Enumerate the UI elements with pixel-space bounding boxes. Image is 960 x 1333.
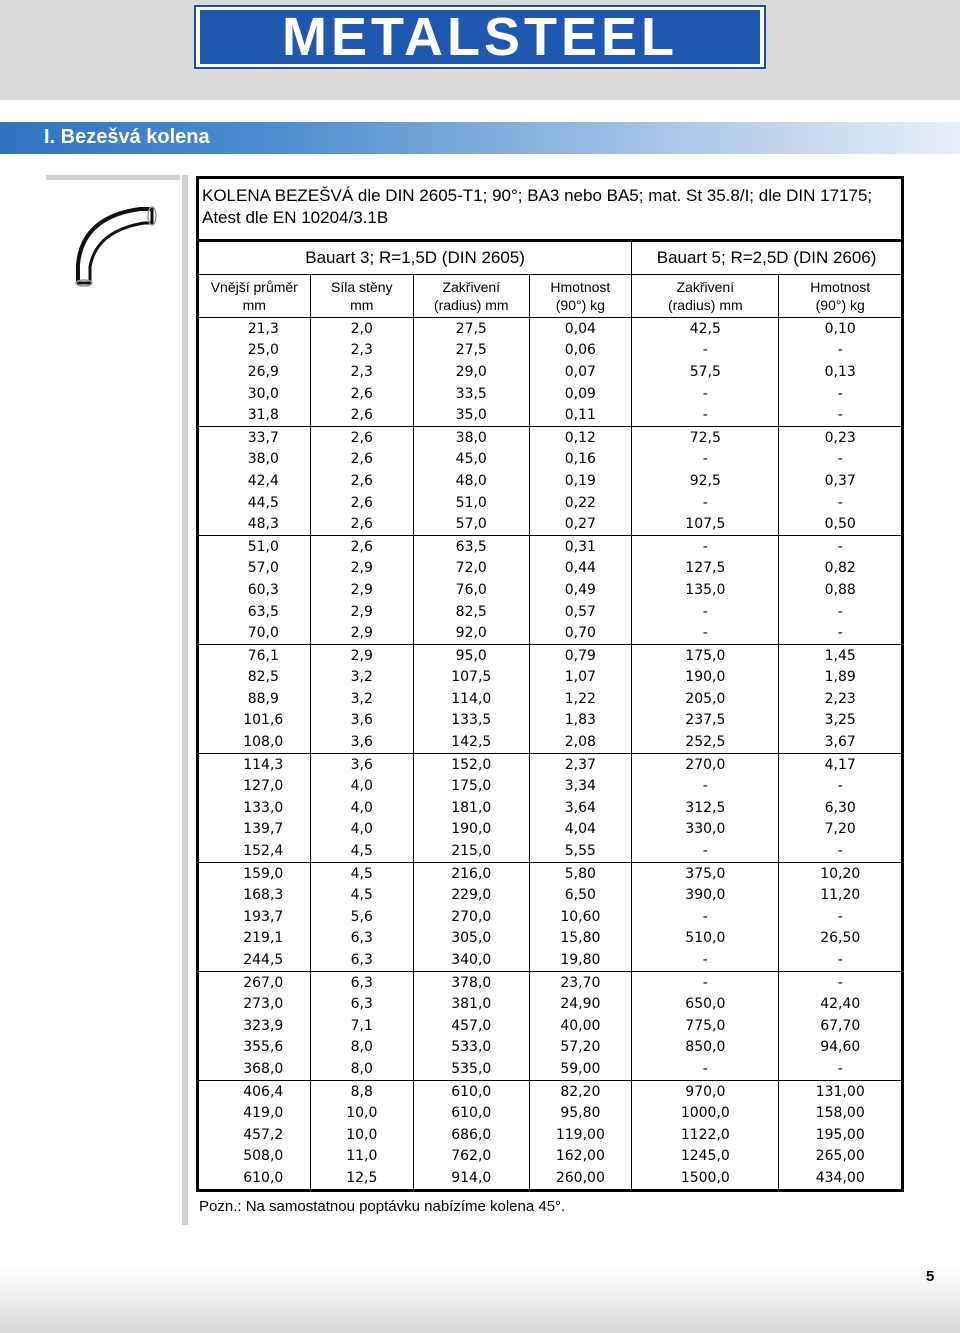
table-cell: 3,2	[310, 667, 413, 689]
table-row	[198, 470, 903, 492]
table-row	[198, 513, 903, 535]
table-row	[198, 1015, 903, 1037]
table-cell: 24,90	[529, 993, 632, 1015]
table-cell: -	[632, 404, 779, 426]
table-cell: -	[779, 622, 903, 644]
table-cell: 1500,0	[632, 1167, 779, 1190]
table-row	[198, 622, 903, 644]
table-cell: -	[632, 340, 779, 362]
table-cell: 94,60	[779, 1037, 903, 1059]
table-row	[198, 1102, 903, 1124]
table-cell: 4,0	[310, 819, 413, 841]
table-cell: 10,60	[529, 906, 632, 928]
table-cell: 48,3	[198, 513, 311, 535]
table-cell: 2,08	[529, 731, 632, 753]
table-cell: 216,0	[414, 862, 530, 884]
table-row	[198, 971, 903, 993]
table-row	[198, 840, 903, 862]
table-cell: 26,50	[779, 928, 903, 950]
table-cell: 2,6	[310, 426, 413, 448]
table-row	[198, 928, 903, 950]
table-cell: 88,9	[247, 690, 279, 707]
table-cell: 162,00	[529, 1146, 632, 1168]
table-row	[198, 644, 903, 666]
table-cell: 27,5	[414, 340, 530, 362]
table-cell: -	[632, 971, 779, 993]
table-cell: -	[632, 1058, 779, 1080]
table-cell: 26,9	[247, 363, 279, 380]
table-cell: 57,20	[529, 1037, 632, 1059]
decorative-line-top	[46, 175, 180, 180]
table-cell: 305,0	[414, 928, 530, 950]
table-cell: 48,0	[414, 470, 530, 492]
table-cell: -	[632, 775, 779, 797]
table-cell: 133,5	[414, 710, 530, 732]
table-cell: 2,6	[310, 404, 413, 426]
table-cell: 330,0	[632, 819, 779, 841]
table-cell: 762,0	[414, 1146, 530, 1168]
table-cell: 82,5	[414, 601, 530, 623]
table-cell: 33,5	[414, 383, 530, 405]
table-cell: 1245,0	[632, 1146, 779, 1168]
table-cell: 107,5	[632, 513, 779, 535]
table-cell: 970,0	[632, 1080, 779, 1102]
table-row	[198, 862, 903, 884]
table-cell: 8,0	[310, 1058, 413, 1080]
table-row	[198, 1058, 903, 1080]
table-row	[198, 404, 903, 426]
table-cell: 175,0	[414, 775, 530, 797]
col-header-radius-b3: Zakřivení (radius) mm	[414, 275, 530, 318]
table-cell: -	[779, 404, 903, 426]
table-cell: -	[632, 949, 779, 971]
table-row	[198, 819, 903, 841]
table-cell: 1,83	[529, 710, 632, 732]
table-cell: 60,3	[247, 581, 279, 598]
table-row	[198, 993, 903, 1015]
table-cell: 31,8	[198, 404, 311, 426]
table-cell: 45,0	[414, 449, 530, 471]
table-cell: 35,0	[414, 404, 530, 426]
table-cell: -	[632, 601, 779, 623]
table-row	[198, 426, 903, 448]
table-cell: 355,6	[243, 1039, 284, 1056]
table-cell: 2,6	[310, 535, 413, 557]
table-cell: 4,0	[310, 775, 413, 797]
table-cell: 25,0	[247, 342, 279, 359]
table-cell: 159,0	[243, 865, 284, 882]
table-cell: 142,5	[414, 731, 530, 753]
footer-band	[0, 1266, 960, 1333]
table-cell: 1,22	[529, 688, 632, 710]
table-cell: 57,5	[632, 361, 779, 383]
table-cell: 252,5	[632, 731, 779, 753]
table-cell: 378,0	[414, 971, 530, 993]
table-cell: 381,0	[414, 993, 530, 1015]
table-cell: 368,0	[198, 1058, 311, 1080]
table-cell: 3,2	[310, 688, 413, 710]
table-cell: 30,0	[247, 385, 279, 402]
decorative-line-side	[182, 175, 188, 1225]
table-cell: 152,0	[414, 753, 530, 775]
table-cell: 2,0	[310, 318, 413, 340]
table-cell: -	[632, 622, 779, 644]
table-cell: 114,3	[243, 756, 284, 773]
table-cell: 6,3	[310, 949, 413, 971]
table-cell: 2,6	[310, 492, 413, 514]
table-cell: 40,00	[529, 1015, 632, 1037]
table-cell: 406,4	[243, 1083, 284, 1100]
table-cell: 3,64	[529, 797, 632, 819]
table-cell: 7,20	[779, 819, 903, 841]
table-cell: 8,0	[310, 1037, 413, 1059]
table-cell: 508,0	[243, 1148, 284, 1165]
table-cell: 0,11	[529, 404, 632, 426]
table-cell: 260,00	[529, 1167, 632, 1190]
table-cell: 4,04	[529, 819, 632, 841]
table-cell: 0,31	[529, 535, 632, 557]
table-cell: 1000,0	[632, 1102, 779, 1124]
table-cell: 2,9	[310, 601, 413, 623]
table-cell: 610,0	[414, 1080, 530, 1102]
table-cell: 0,50	[779, 513, 903, 535]
table-row	[198, 710, 903, 732]
table-cell: 265,00	[779, 1146, 903, 1168]
table-cell: 44,5	[247, 494, 279, 511]
table-cell: 270,0	[632, 753, 779, 775]
table-cell: 6,50	[529, 884, 632, 906]
table-cell: -	[779, 949, 903, 971]
table-cell: 10,0	[310, 1102, 413, 1124]
table-cell: 139,7	[243, 821, 284, 838]
table-row	[198, 492, 903, 514]
table-row	[198, 731, 903, 753]
table-cell: 12,5	[310, 1167, 413, 1190]
table-cell: 0,12	[529, 426, 632, 448]
table-cell: 1,45	[779, 644, 903, 666]
table-cell: 11,20	[779, 884, 903, 906]
table-cell: 0,27	[529, 513, 632, 535]
table-row	[198, 535, 903, 557]
table-cell: 29,0	[414, 361, 530, 383]
footnote: Pozn.: Na samostatnou poptávku nabízíme kolena 45°.	[199, 1198, 566, 1215]
table-cell: 190,0	[632, 667, 779, 689]
table-cell: 38,0	[247, 451, 279, 468]
table-cell: 193,7	[243, 908, 284, 925]
table-cell: 244,5	[198, 949, 311, 971]
table-cell: 0,37	[779, 470, 903, 492]
table-cell: 57,0	[414, 513, 530, 535]
table-cell: 63,5	[247, 603, 279, 620]
table-cell: -	[779, 906, 903, 928]
table-cell: 270,0	[414, 906, 530, 928]
table-cell: -	[779, 383, 903, 405]
table-cell: 610,0	[243, 1169, 284, 1186]
col-header-weight-b5: Hmotnost (90°) kg	[779, 275, 903, 318]
table-cell: 850,0	[632, 1037, 779, 1059]
table-cell: -	[779, 601, 903, 623]
table-row	[198, 449, 903, 471]
table-cell: 42,5	[632, 318, 779, 340]
table-cell: 7,1	[310, 1015, 413, 1037]
table-cell: -	[779, 449, 903, 471]
table-cell: 92,0	[414, 622, 530, 644]
table-cell: 108,0	[198, 731, 311, 753]
table-cell: 67,70	[779, 1015, 903, 1037]
table-row	[198, 775, 903, 797]
table-cell: 390,0	[632, 884, 779, 906]
table-row	[198, 667, 903, 689]
table-cell: 5,80	[529, 862, 632, 884]
col-header-radius-b5: Zakřivení (radius) mm	[632, 275, 779, 318]
table-cell: 2,9	[310, 558, 413, 580]
table-cell: 10,0	[310, 1124, 413, 1146]
table-cell: 6,30	[779, 797, 903, 819]
table-row	[198, 601, 903, 623]
table-cell: -	[632, 383, 779, 405]
table-cell: -	[779, 492, 903, 514]
table-cell: 0,57	[529, 601, 632, 623]
table-cell: 3,25	[779, 710, 903, 732]
table-cell: 11,0	[310, 1146, 413, 1168]
table-cell: 2,6	[310, 449, 413, 471]
table-cell: 3,6	[310, 753, 413, 775]
table-cell: 3,6	[310, 731, 413, 753]
table-cell: 237,5	[632, 710, 779, 732]
table-cell: 0,82	[779, 558, 903, 580]
table-row	[198, 579, 903, 601]
table-cell: 42,4	[247, 472, 279, 489]
group-header-bauart5: Bauart 5; R=2,5D (DIN 2606)	[632, 241, 903, 275]
table-row	[198, 1124, 903, 1146]
table-cell: 95,0	[414, 644, 530, 666]
table-cell: 127,0	[243, 778, 284, 795]
logo-text: METALSTEEL	[200, 10, 760, 64]
table-cell: -	[779, 535, 903, 557]
table-cell: 158,00	[779, 1102, 903, 1124]
table-cell: 215,0	[414, 840, 530, 862]
table-cell: 0,22	[529, 492, 632, 514]
table-cell: 82,20	[529, 1080, 632, 1102]
table-cell: 168,3	[243, 887, 284, 904]
table-cell: 3,34	[529, 775, 632, 797]
table-cell: 0,44	[529, 558, 632, 580]
table-cell: 5,55	[529, 840, 632, 862]
table-cell: 175,0	[632, 644, 779, 666]
table-cell: 6,3	[310, 971, 413, 993]
table-cell: 219,1	[243, 930, 284, 947]
table-cell: 340,0	[414, 949, 530, 971]
table-cell: 0,13	[779, 361, 903, 383]
table-cell: 375,0	[632, 862, 779, 884]
page-number: 5	[926, 1268, 935, 1285]
table-cell: 1,89	[779, 667, 903, 689]
table-cell: 21,3	[247, 320, 279, 337]
table-cell: -	[779, 775, 903, 797]
section-title: I. Bezešvá kolena	[44, 126, 210, 148]
table-cell: -	[779, 1058, 903, 1080]
table-cell: 101,6	[243, 712, 284, 729]
table-row	[198, 884, 903, 906]
table-cell: -	[632, 840, 779, 862]
table-cell: 63,5	[414, 535, 530, 557]
table-cell: 76,0	[414, 579, 530, 601]
table-cell: 42,40	[779, 993, 903, 1015]
table-cell: 650,0	[632, 993, 779, 1015]
table-cell: 610,0	[414, 1102, 530, 1124]
table-cell: 273,0	[243, 996, 284, 1013]
col-header-outer-diameter: Vnější průměr mm	[198, 275, 311, 318]
table-cell: 0,88	[779, 579, 903, 601]
table-row	[198, 1146, 903, 1168]
table-cell: 0,10	[779, 318, 903, 340]
table-cell: 2,3	[310, 361, 413, 383]
table-cell: 119,00	[529, 1124, 632, 1146]
table-cell: 686,0	[414, 1124, 530, 1146]
table-cell: 533,0	[414, 1037, 530, 1059]
table-cell: 2,6	[310, 383, 413, 405]
table-row	[198, 753, 903, 775]
table-row	[198, 1167, 903, 1190]
table-cell: 19,80	[529, 949, 632, 971]
group-header-bauart3: Bauart 3; R=1,5D (DIN 2605)	[198, 241, 632, 275]
table-row	[198, 361, 903, 383]
table-cell: -	[632, 535, 779, 557]
table-cell: -	[632, 449, 779, 471]
table-cell: 0,49	[529, 579, 632, 601]
table-cell: 0,16	[529, 449, 632, 471]
table-cell: 0,07	[529, 361, 632, 383]
metalsteel-logo	[194, 5, 766, 69]
table-row	[198, 1080, 903, 1102]
table-cell: 775,0	[632, 1015, 779, 1037]
table-row	[198, 949, 903, 971]
table-cell: 38,0	[414, 426, 530, 448]
table-cell: 133,0	[243, 799, 284, 816]
table-cell: 434,00	[779, 1167, 903, 1190]
table-cell: 312,5	[632, 797, 779, 819]
table-cell: 0,19	[529, 470, 632, 492]
table-cell: 419,0	[243, 1105, 284, 1122]
table-cell: 535,0	[414, 1058, 530, 1080]
elbow-spec-table	[196, 176, 904, 1192]
table-cell: 0,70	[529, 622, 632, 644]
table-cell: 205,0	[632, 688, 779, 710]
table-cell: 1,07	[529, 667, 632, 689]
table-cell: 95,80	[529, 1102, 632, 1124]
table-cell: 2,37	[529, 753, 632, 775]
table-cell: 59,00	[529, 1058, 632, 1080]
table-cell: 0,06	[529, 340, 632, 362]
table-cell: 15,80	[529, 928, 632, 950]
table-cell: 92,5	[632, 470, 779, 492]
table-row	[198, 318, 903, 340]
table-cell: 33,7	[247, 429, 279, 446]
table-cell: 70,0	[198, 622, 311, 644]
table-cell: 6,3	[310, 928, 413, 950]
table-cell: 914,0	[414, 1167, 530, 1190]
table-cell: 267,0	[243, 974, 284, 991]
table-cell: 0,23	[779, 426, 903, 448]
table-cell: 2,6	[310, 513, 413, 535]
table-cell: 4,5	[310, 862, 413, 884]
table-cell: 323,9	[243, 1017, 284, 1034]
table-cell: 5,6	[310, 906, 413, 928]
table-cell: 1122,0	[632, 1124, 779, 1146]
table-cell: 131,00	[779, 1080, 903, 1102]
table-title: KOLENA BEZEŠVÁ dle DIN 2605-T1; 90°; BA3 nebo BA5; mat. St 35.8/I; dle DIN 17175; Atest dle EN 10204/3.1B	[198, 178, 903, 241]
table-cell: 23,70	[529, 971, 632, 993]
table-row	[198, 383, 903, 405]
table-cell: 51,0	[414, 492, 530, 514]
table-cell: 0,04	[529, 318, 632, 340]
table-cell: 107,5	[414, 667, 530, 689]
table-cell: 3,67	[779, 731, 903, 753]
table-row	[198, 906, 903, 928]
table-cell: 72,0	[414, 558, 530, 580]
table-cell: 72,5	[632, 426, 779, 448]
table-row	[198, 558, 903, 580]
table-cell: -	[632, 906, 779, 928]
table-cell: -	[779, 971, 903, 993]
table-cell: 152,4	[198, 840, 311, 862]
table-cell: 10,20	[779, 862, 903, 884]
table-cell: 229,0	[414, 884, 530, 906]
col-header-weight-b3: Hmotnost (90°) kg	[529, 275, 632, 318]
table-cell: 181,0	[414, 797, 530, 819]
table-cell: 6,3	[310, 993, 413, 1015]
table-row	[198, 688, 903, 710]
col-header-wall-thickness: Síla stěny mm	[310, 275, 413, 318]
table-row	[198, 797, 903, 819]
table-cell: 51,0	[247, 538, 279, 555]
table-cell: -	[632, 492, 779, 514]
table-cell: 82,5	[247, 669, 279, 686]
table-cell: 4,17	[779, 753, 903, 775]
table-cell: 510,0	[632, 928, 779, 950]
pipe-elbow-icon	[60, 195, 172, 290]
table-cell: -	[779, 340, 903, 362]
table-cell: 195,00	[779, 1124, 903, 1146]
table-cell: 57,0	[247, 560, 279, 577]
table-cell: 457,0	[414, 1015, 530, 1037]
table-cell: 114,0	[414, 688, 530, 710]
table-cell: 127,5	[632, 558, 779, 580]
table-cell: 27,5	[414, 318, 530, 340]
table-cell: 3,6	[310, 710, 413, 732]
table-cell: 76,1	[247, 647, 279, 664]
table-cell: 2,3	[310, 340, 413, 362]
table-row	[198, 340, 903, 362]
table-cell: 8,8	[310, 1080, 413, 1102]
table-cell: 2,9	[310, 644, 413, 666]
table-cell: 2,23	[779, 688, 903, 710]
table-cell: 2,9	[310, 622, 413, 644]
table-cell: 190,0	[414, 819, 530, 841]
table-cell: 4,0	[310, 797, 413, 819]
table-cell: 4,5	[310, 840, 413, 862]
table-cell: 2,6	[310, 470, 413, 492]
table-cell: -	[779, 840, 903, 862]
table-cell: 135,0	[632, 579, 779, 601]
table-cell: 0,09	[529, 383, 632, 405]
table-cell: 2,9	[310, 579, 413, 601]
table-cell: 457,2	[243, 1126, 284, 1143]
table-cell: 4,5	[310, 884, 413, 906]
table-row	[198, 1037, 903, 1059]
table-cell: 0,79	[529, 644, 632, 666]
